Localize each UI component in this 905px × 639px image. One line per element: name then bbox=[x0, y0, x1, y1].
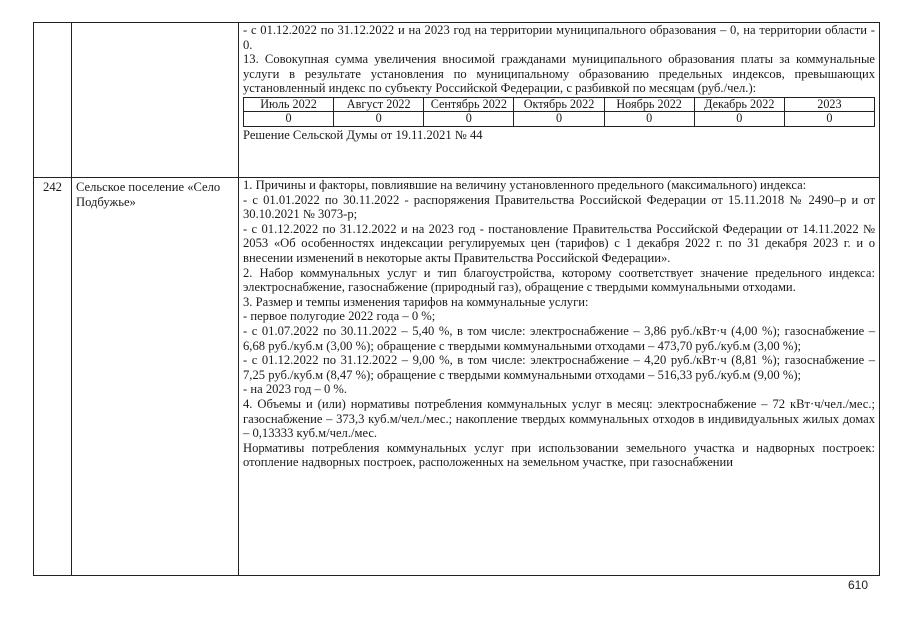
row-content-cell bbox=[239, 178, 880, 576]
month-header: Август 2022 bbox=[334, 97, 424, 111]
paragraph: Нормативы потребления коммунальных услуг при использовании земельного участка и надворных построек: отопление надворных построек, расположенных на земельном участке, при газоснабжении bbox=[243, 440, 875, 470]
paragraph: - первое полугодие 2022 года – 0 %; bbox=[243, 309, 436, 324]
month-value: 0 bbox=[784, 112, 874, 126]
row-content-cell bbox=[239, 23, 880, 178]
paragraph: - с 01.12.2022 по 31.12.2022 и на 2023 год - постановление Правительства Российской Федерации от 14.11.2022 № 2053 «Об особенностях индексации регулируемых цен (тарифов) с 1 декабря 2022 г. по 31 декабря 2023 г. и о внесении изменений в некоторые акты Правительства Российской Федерации». bbox=[243, 221, 875, 265]
month-header: Июль 2022 bbox=[244, 97, 334, 111]
month-header: Декабрь 2022 bbox=[694, 97, 784, 111]
paragraph: - с 01.12.2022 по 31.12.2022 и на 2023 год на территории муниципального образования – 0, на территории области - 0. bbox=[243, 23, 875, 52]
paragraph: 4. Объемы и (или) нормативы потребления коммунальных услуг в месяц: электроснабжение – 72 кВт·ч/чел./мес.; газоснабжение – 373,3 куб.м/чел./мес.; накопление твердых коммунальных отходов в индивидуальных жилых домах – 0,13333 куб.м/чел./мес. bbox=[243, 396, 875, 441]
months-values-row bbox=[244, 112, 875, 126]
month-header: Ноябрь 2022 bbox=[604, 97, 694, 111]
month-value: 0 bbox=[334, 112, 424, 126]
row-name-cell bbox=[72, 23, 239, 178]
month-value: 0 bbox=[424, 112, 514, 126]
document-table bbox=[33, 22, 880, 576]
paragraph: - на 2023 год – 0 %. bbox=[243, 382, 348, 397]
month-header: 2023 bbox=[784, 97, 874, 111]
decision-text: Решение Сельской Думы от 19.11.2021 № 44 bbox=[243, 127, 483, 142]
month-value: 0 bbox=[244, 112, 334, 126]
paragraph: 2. Набор коммунальных услуг и тип благоустройства, которому соответствует значение предельного индекса: электроснабжение, газоснабжение (природный газ), обращение с твердыми коммунальными отходами. bbox=[243, 265, 875, 295]
row-number-cell bbox=[34, 23, 72, 178]
paragraph: 13. Совокупная сумма увеличения вносимой гражданами муниципального образования платы за коммунальные услуги в результате установления по муниципальному образованию предельных индексов, превышающих установленный индекс по субъекту Российской Федерации, с разбивкой по месяцам (руб./чел.): bbox=[243, 52, 875, 96]
table-row bbox=[34, 178, 880, 576]
paragraph: - с 01.01.2022 по 30.11.2022 - распоряжения Правительства Российской Федерации от 15.11.2018 № 2490–р и от 30.10.2021 № 3073-р; bbox=[243, 192, 875, 222]
paragraph: - с 01.07.2022 по 30.11.2022 – 5,40 %, в том числе: электроснабжение – 3,86 руб./кВт·ч (4,00 %); газоснабжение – 6,68 руб./куб.м (3,00 %); обращение с твердыми коммунальными отходами – 473,70 руб./куб.м (3,00 %); bbox=[243, 323, 875, 353]
paragraph: 1. Причины и факторы, повлиявшие на величину установленного предельного (максимального) индекса: bbox=[243, 178, 807, 192]
row-name-cell: Сельское поселение «Село Подбужье» bbox=[72, 178, 239, 576]
months-header-row bbox=[244, 97, 875, 111]
table-row bbox=[34, 23, 880, 178]
paragraph: 3. Размер и темпы изменения тарифов на коммунальные услуги: bbox=[243, 294, 589, 309]
month-header: Сентябрь 2022 bbox=[424, 97, 514, 111]
paragraph: - с 01.12.2022 по 31.12.2022 – 9,00 %, в том числе: электроснабжение – 4,20 руб./кВт·ч (8,81 %); газоснабжение – 7,25 руб./куб.м (8,47 %); обращение с твердыми коммунальными отходами – 516,33 руб./куб.м (9,00 %); bbox=[243, 353, 875, 382]
row-number-cell: 242 bbox=[34, 178, 72, 576]
month-value: 0 bbox=[514, 112, 604, 126]
page-number: 610 bbox=[848, 578, 869, 592]
month-value: 0 bbox=[604, 112, 694, 126]
months-table bbox=[243, 97, 875, 127]
month-header: Октябрь 2022 bbox=[514, 97, 604, 111]
month-value: 0 bbox=[694, 112, 784, 126]
